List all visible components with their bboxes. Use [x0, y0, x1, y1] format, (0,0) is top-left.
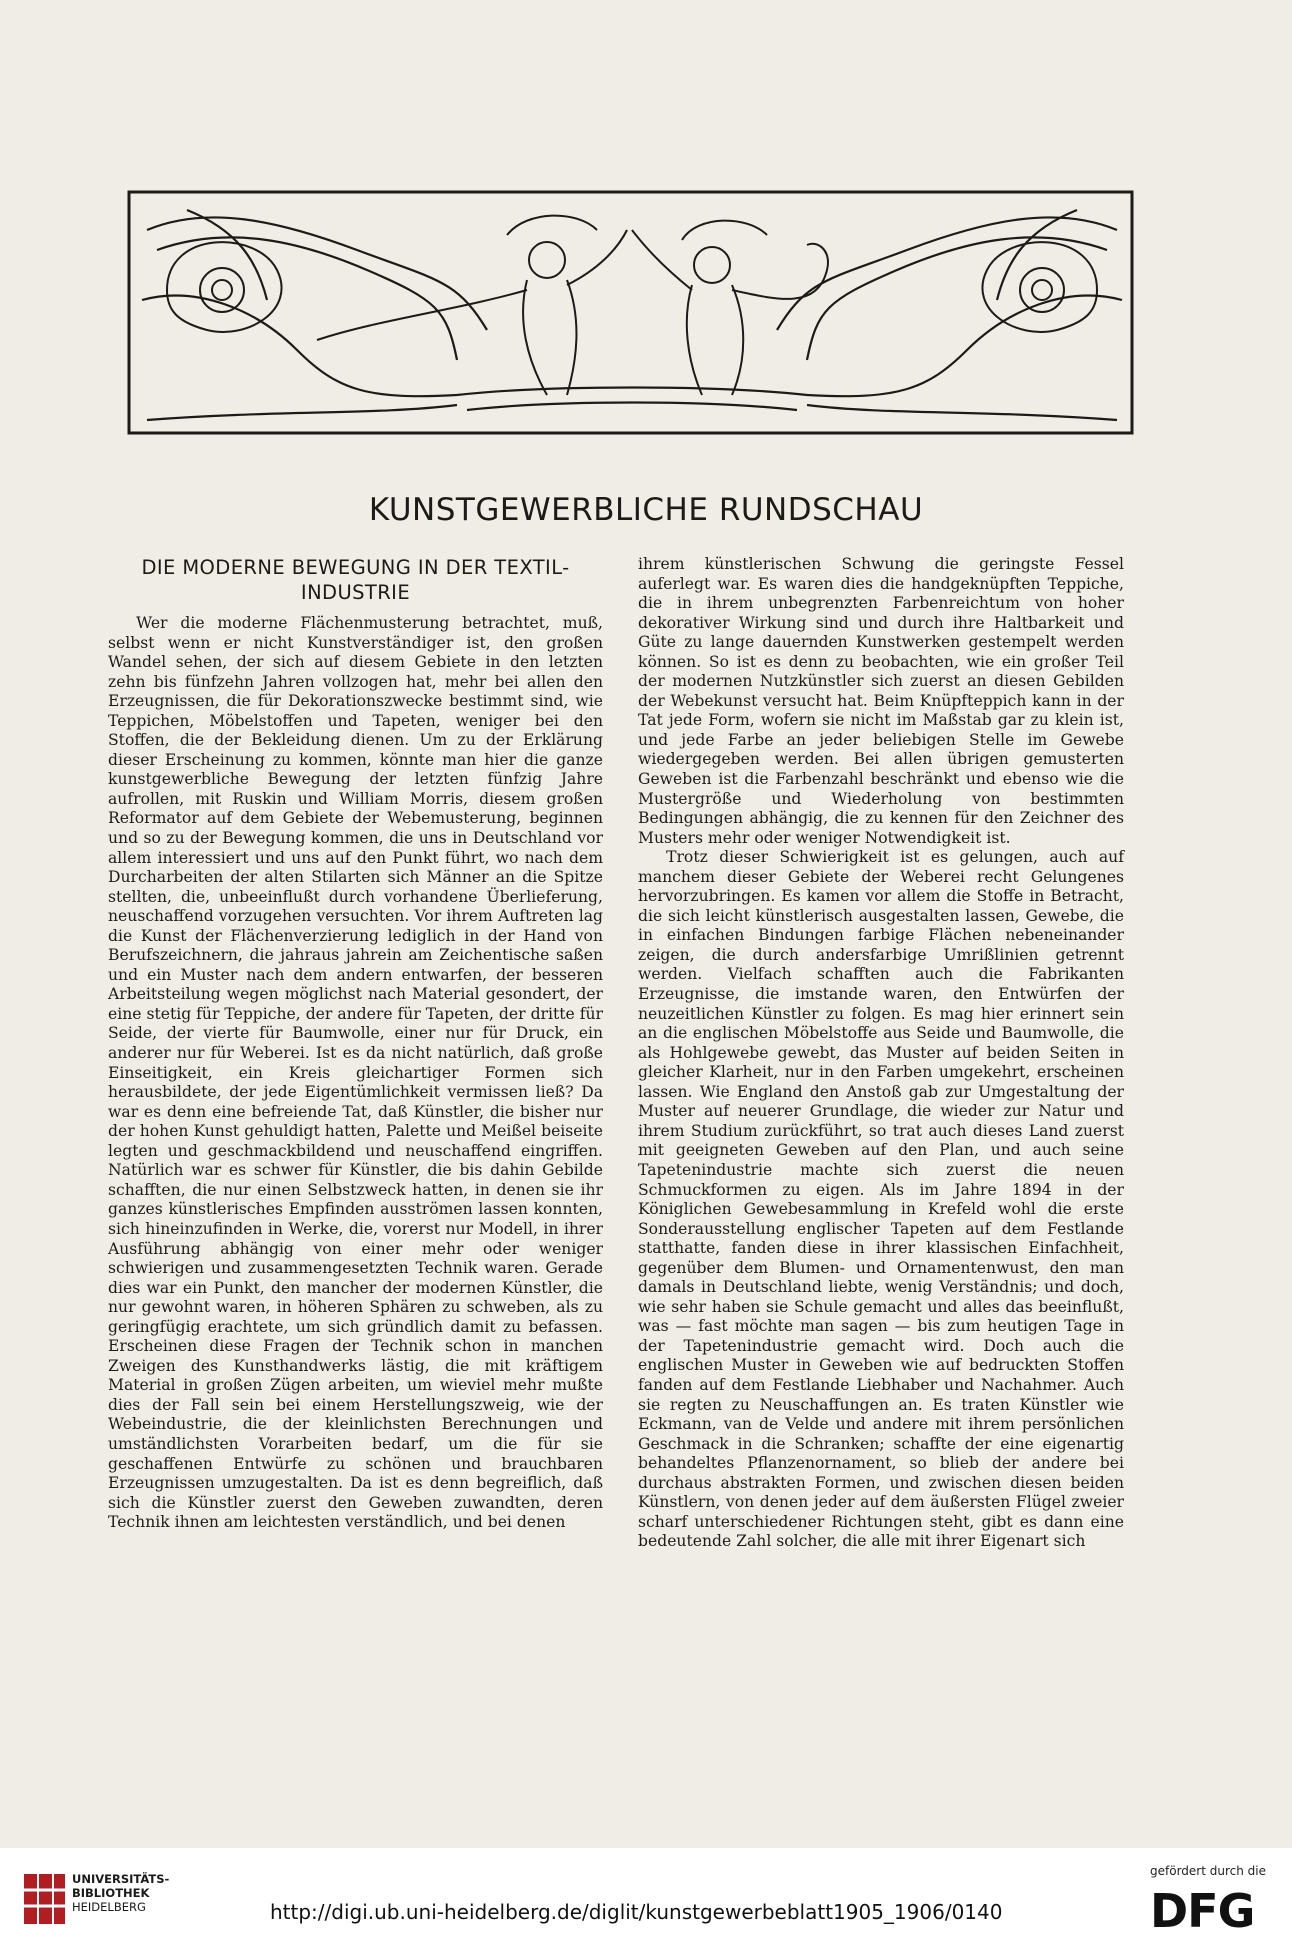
paragraph: ihrem künstlerischen Schwung die geringste Fessel auferlegt war. Es waren dies die handgeknüpften Teppiche, die in ihrem unbegrenzten Farbenreichtum von hoher dekorativer Wirkung sind und durch ihre Haltbarkeit und Güte zu lange dauernden Kunstwerken gestempelt werden können. So ist es denn zu beobachten, wie ein großer Teil der modernen Nutzkünstler sich zuerst an diesen Gebilden der Webekunst versucht hat. Beim Knüpfteppich kann in der Tat jede Form, wofern sie nicht im Maßstab gar zu klein ist, und jede Farbe an jeder beliebigen Stelle im Gewebe wiedergegeben werden. Bei allen übrigen gemusterten Geweben ist die Farbenzahl beschränkt und ebenso wie die Mustergröße und Wiederholung von bestimmten Bedingungen abhängig, die zu kennen für den Zeichner des Musters mehr oder weniger Notwendigkeit ist. — [638, 555, 1124, 847]
article-title-line1: DIE MODERNE BEWEGUNG IN DER TEXTIL- — [141, 556, 570, 579]
paragraph: Trotz dieser Schwierigkeit ist es gelungen, auch auf manchem dieser Gebiete der Weberei recht Gelungenes hervorzubringen. Es kamen vor allem die Stoffe in Betracht, die sich leicht künstlerisch ausgestalten lassen, Gewebe, die in einfachen Bindungen farbige Flächen nebeneinander zeigen, die durch andersfarbige Umrißlinien getrennt werden. Vielfach schafften auch die Fabrikanten Erzeugnisse, die imstande waren, den Entwürfen der neuzeitlichen Künstler zu folgen. Es mag hier erinnert sein an die englischen Möbelstoffe aus Seide und Baumwolle, die als Hohlgewebe gewebt, das Muster auf beiden Seiten in gleicher Klarheit, nur in den Farben umgekehrt, erscheinen lassen. Wie England den Anstoß gab zur Umgestaltung der Muster auf neuerer Grundlage, die wieder zur Natur und ihrem Studium zurückführt, so trat auch dieses Land zuerst mit geeigneten Geweben auf den Plan, und auch seine Tapetenindustrie machte sich zuerst die neuen Schmuckformen zu eigen. Als im Jahre 1894 in der Königlichen Gewebesammlung in Krefeld wohl die erste Sonderausstellung englischer Tapeten auf dem Festlande statthatte, fanden diese in ihrer klassischen Einfachheit, gegenüber dem Blumen- und Ornamentenwust, den man damals in Deutschland liebte, wenig Verständnis; und doch, wie sehr haben sie Schule gemacht und alles das beeinflußt, was — fast möchte man sagen — bis zum heutigen Tage in der Tapetenindustrie gemacht wird. Doch auch die englischen Muster in Geweben wie auf bedruckten Stoffen fanden auf dem Festlande Liebhaber und Nachahmer. Auch sie regten zu Neuschaffungen an. Es traten Künstler wie Eckmann, van de Velde und andere mit ihrem persönlichen Geschmack in die Schranken; schaffte der eine eigenartig behandeltes Pflanzenornament, so blieb der andere bei durchaus abstrakten Formen, und zwischen diesen beiden Künstlern, von denen jeder auf dem äußersten Flügel zweier scharf unterschiedener Richtungen steht, gibt es dann eine bedeutende Zahl solcher, die alle mit ihrer Eigenart sich — [638, 848, 1124, 1551]
funding-label: gefördert durch die — [1150, 1864, 1266, 1878]
main-title: KUNSTGEWERBLICHE RUNDSCHAU — [368, 492, 924, 528]
article-title — [108, 555, 603, 605]
university-library-logo-icon — [22, 1870, 67, 1928]
library-line3: HEIDELBERG — [72, 1900, 146, 1914]
paragraph: Wer die moderne Flächenmusterung betrachtet, muß, selbst wenn er nicht Kunstverständiger ist, den großen Wandel sehen, der sich auf diesem Gebiete in den letzten zehn bis fünfzehn Jahren vollzogen hat, mehr bei allen den Erzeugnissen, die für Dekorationszwecke bestimmt sind, wie Teppichen, Möbelstoffen und Tapeten, weniger bei den Stoffen, die der Bekleidung dienen. Um zu der Erklärung dieser Erscheinung zu kommen, könnte man hier die ganze kunstgewerbliche Bewegung der letzten fünfzig Jahre aufrollen, mit Ruskin und William Morris, diesem großen Reformator auf dem Gebiete der Webemusterung, beginnen und so zu der Bewegung kommen, die uns in Deutschland vor allem interessiert und uns auf den Punkt führt, wo nach dem Durcharbeiten der alten Stilarten sich Männer an die Spitze stellten, die, unbeeinflußt durch vorhandene Überlieferung, neuschaffend vorzugehen versuchten. Vor ihrem Auftreten lag die Kunst der Flächenverzierung lediglich in der Hand von Berufszeichnern, die jahraus jahrein am Zeichentische saßen und ein Muster nach dem andern entwarfen, der besseren Arbeitsteilung wegen möglichst nach Material gesondert, der eine stetig für Teppiche, der andere für Tapeten, der dritte für Seide, der vierte für Baumwolle, einer nur für Druck, ein anderer nur für Weberei. Ist es da nicht natürlich, daß große Einseitigkeit, ein Kreis gleichartiger Formen sich herausbildete, der jede Eigentümlichkeit vermissen ließ? Da war es denn eine befreiende Tat, daß Künstler, die bisher nur der hohen Kunst gehuldigt hatten, Palette und Meißel beiseite legten und geschmackbildend und neuschaffend eingriffen. Natürlich war es schwer für Künstler, die bis dahin Gebilde schafften, die nur einen Selbstzweck hatten, in denen sie ihr ganzes künstlerisches Empfinden ausströmen lassen konnten, sich hineinzufinden in Werke, die, vorerst nur Modell, in ihrer Ausführung abhängig von einer mehr oder weniger schwierigen und zusammengesetzten Technik waren. Gerade dies war ein Punkt, den mancher der modernen Künstler, die nur gewohnt waren, in höheren Sphären zu schweben, als zu geringfügig erachtete, um sich gründlich damit zu befassen. Erscheinen diese Fragen der Technik schon in manchen Zweigen des Kunsthandwerks lästig, die mit kräftigem Material in großen Zügen arbeiten, um wieviel mehr mußte dies der Fall sein bei einem Herstellungszweig, wie der Webeindustrie, die der kleinlichsten Berechnungen und umständlichsten Vorarbeiten bedarf, um die für sie geschaffenen Entwürfe zu schönen und brauchbaren Erzeugnissen umzugestalten. Da ist es denn begreiflich, daß sich die Künstler zuerst den Geweben zuwandten, deren Technik ihnen am leichtesten verständlich, und bei denen — [108, 614, 603, 1532]
article-title-line2: INDUSTRIE — [300, 581, 411, 604]
art-nouveau-vignette-icon — [127, 190, 1134, 435]
right-column — [638, 555, 1124, 1552]
footer-bar — [0, 1848, 1292, 1946]
dfg-logo: DFG — [1150, 1884, 1255, 1938]
left-column — [108, 555, 603, 1533]
library-name — [72, 1872, 192, 1914]
library-line2: BIBLIOTHEK — [72, 1886, 150, 1900]
library-line1: UNIVERSITÄTS- — [72, 1872, 170, 1886]
permalink-url[interactable]: http://digi.ub.uni-heidelberg.de/diglit/kunstgewerbeblatt1905_1906/0140 — [270, 1900, 1003, 1924]
